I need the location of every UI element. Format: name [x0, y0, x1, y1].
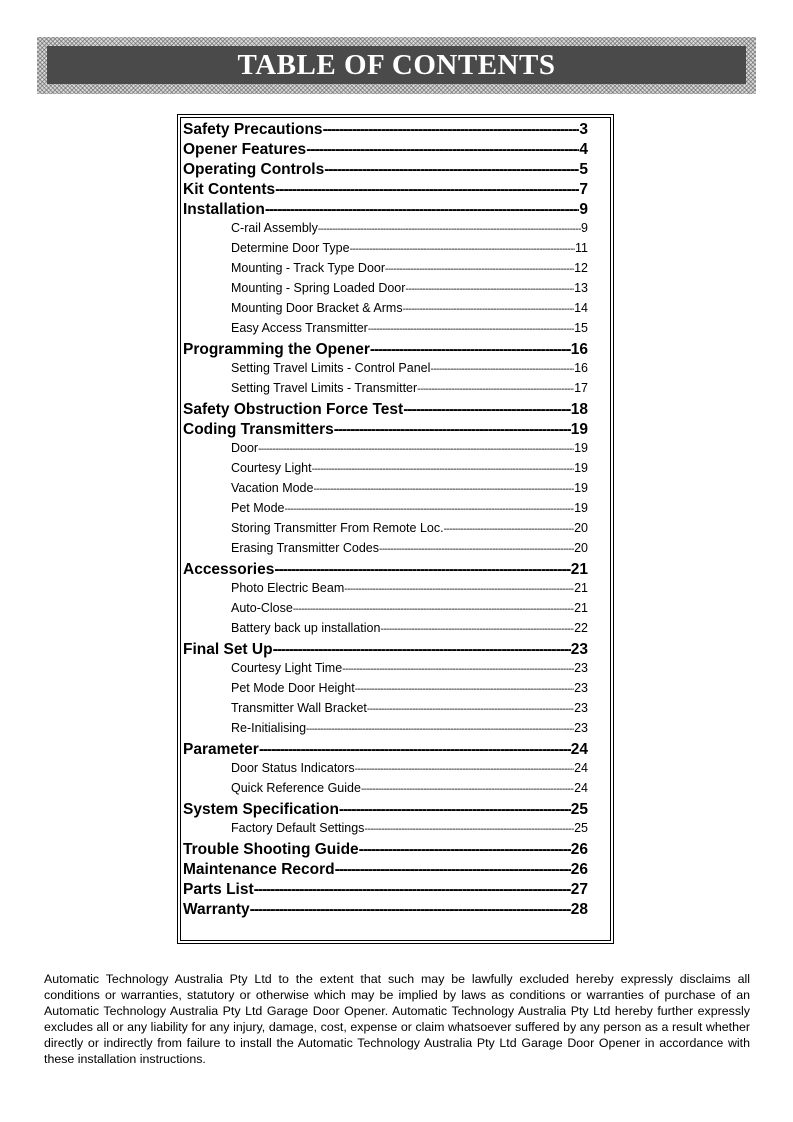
- toc-entry-title: Coding Transmitters: [183, 421, 334, 438]
- page-title: TABLE OF CONTENTS: [237, 48, 556, 81]
- toc-entry-title: Maintenance Record: [183, 861, 335, 878]
- toc-subsection-entry[interactable]: [183, 541, 588, 561]
- toc-entry-title: Mounting - Track Type Door: [231, 261, 386, 275]
- toc-entry-page-number: 23: [574, 661, 588, 675]
- toc-section-entry[interactable]: [183, 161, 588, 181]
- toc-entry-title: Safety Obstruction Force Test: [183, 401, 404, 418]
- toc-entry-title: Photo Electric Beam: [231, 581, 345, 595]
- toc-entry-title: Easy Access Transmitter: [231, 321, 368, 335]
- toc-leader-dashes: [259, 742, 571, 758]
- toc-entry-page-number: 20: [574, 541, 588, 555]
- toc-leader-dashes: [403, 402, 571, 418]
- toc-leader-dashes: [274, 562, 570, 578]
- toc-entry-page-number: 24: [570, 741, 588, 758]
- toc-entry-title: Re-Initialising: [231, 721, 307, 735]
- toc-entry-title: Pet Mode: [231, 501, 285, 515]
- toc-entry-page-number: 21: [574, 601, 588, 615]
- toc-entry-title: Safety Precautions: [183, 121, 323, 138]
- toc-entry-title: Storing Transmitter From Remote Loc.: [231, 521, 444, 535]
- toc-entry-page-number: 21: [570, 561, 588, 578]
- toc-entry-page-number: 11: [575, 241, 588, 255]
- toc-leader-dashes: [344, 585, 574, 595]
- toc-entry-title: Door Status Indicators: [231, 761, 355, 775]
- toc-leader-dashes: [318, 225, 581, 235]
- toc-entry-title: Mounting Door Bracket & Arms: [231, 301, 403, 315]
- toc-entry-title: Factory Default Settings: [231, 821, 365, 835]
- toc-leader-dashes: [254, 882, 571, 898]
- toc-entry-page-number: 23: [574, 721, 588, 735]
- toc-leader-dashes: [324, 162, 579, 178]
- toc-leader-dashes: [361, 785, 574, 795]
- toc-entry-page-number: 27: [570, 881, 588, 898]
- toc-section-entry[interactable]: [183, 121, 588, 141]
- toc-leader-dashes: [293, 605, 574, 615]
- toc-leader-dashes: [359, 842, 571, 858]
- toc-leader-dashes: [380, 625, 574, 635]
- toc-entry-page-number: 9: [581, 221, 588, 235]
- toc-subsection-entry[interactable]: [183, 661, 588, 681]
- toc-section-entry[interactable]: [183, 561, 588, 581]
- toc-section-entry[interactable]: [183, 421, 588, 441]
- toc-leader-dashes: [265, 202, 580, 218]
- toc-subsection-entry[interactable]: [183, 781, 588, 801]
- toc-leader-dashes: [444, 525, 575, 535]
- toc-entry-page-number: 19: [574, 501, 588, 515]
- toc-section-entry[interactable]: [183, 881, 588, 901]
- toc-leader-dashes: [273, 642, 571, 658]
- toc-entry-title: Opener Features: [183, 141, 307, 158]
- toc-entry-page-number: 22: [574, 621, 588, 635]
- toc-leader-dashes: [334, 422, 571, 438]
- table-of-contents-box: [177, 114, 614, 944]
- toc-leader-dashes: [355, 765, 574, 775]
- toc-leader-dashes: [405, 285, 574, 295]
- toc-subsection-entry[interactable]: [183, 581, 588, 601]
- toc-entry-title: Setting Travel Limits - Transmitter: [231, 381, 418, 395]
- toc-entry-page-number: 5: [579, 161, 588, 178]
- toc-leader-dashes: [403, 305, 574, 315]
- toc-subsection-entry[interactable]: [183, 721, 588, 741]
- toc-entry-title: Pet Mode Door Height: [231, 681, 355, 695]
- toc-subsection-entry[interactable]: [183, 381, 588, 401]
- toc-section-entry[interactable]: [183, 861, 588, 881]
- toc-entry-title: Erasing Transmitter Codes: [231, 541, 379, 555]
- toc-entry-title: Determine Door Type: [231, 241, 350, 255]
- toc-entry-title: C-rail Assembly: [231, 221, 318, 235]
- toc-subsection-entry[interactable]: [183, 221, 588, 241]
- toc-entry-page-number: 13: [574, 281, 588, 295]
- toc-entry-page-number: 17: [574, 381, 588, 395]
- toc-section-entry[interactable]: [183, 841, 588, 861]
- toc-entry-page-number: 16: [570, 341, 588, 358]
- toc-entry-page-number: 23: [574, 701, 588, 715]
- toc-leader-dashes: [385, 265, 574, 275]
- toc-leader-dashes: [339, 802, 571, 818]
- toc-leader-dashes: [250, 902, 571, 918]
- toc-subsection-entry[interactable]: [183, 301, 588, 321]
- toc-subsection-entry[interactable]: [183, 281, 588, 301]
- toc-subsection-entry[interactable]: [183, 321, 588, 341]
- toc-leader-dashes: [350, 245, 575, 255]
- toc-leader-dashes: [323, 122, 580, 138]
- toc-leader-dashes: [367, 705, 574, 715]
- toc-entry-title: Quick Reference Guide: [231, 781, 361, 795]
- toc-subsection-entry[interactable]: [183, 361, 588, 381]
- toc-leader-dashes: [285, 505, 575, 515]
- toc-subsection-entry[interactable]: [183, 761, 588, 781]
- toc-subsection-entry[interactable]: [183, 241, 588, 261]
- toc-leader-dashes: [430, 365, 574, 375]
- toc-entry-page-number: 16: [574, 361, 588, 375]
- toc-leader-dashes: [417, 385, 574, 395]
- toc-entry-page-number: 7: [579, 181, 588, 198]
- toc-entry-title: Parameter: [183, 741, 259, 758]
- toc-entry-page-number: 24: [574, 761, 588, 775]
- toc-entry-title: Accessories: [183, 561, 275, 578]
- toc-entry-title: Kit Contents: [183, 181, 276, 198]
- toc-leader-dashes: [368, 325, 574, 335]
- toc-entry-page-number: 19: [570, 421, 588, 438]
- title-banner: [37, 37, 756, 94]
- toc-leader-dashes: [355, 685, 574, 695]
- toc-entry-title: Warranty: [183, 901, 250, 918]
- disclaimer-text: Automatic Technology Australia Pty Ltd to the extent that such may be lawfully excluded hereby expressly disclaims all conditions or warranties, statutory or otherwise which may be implied by laws as conditions or warranties of purchase of an Automatic Technology Australia Pty Ltd Garage Door Opener. Automatic Technology Australia Pty Ltd hereby further expressly excludes all or any liability for any injury, damage, cost, expense or claim whatsoever suffered by any person as a result whether directly or indirectly from failure to install the Automatic Technology Australia Pty Ltd Garage Door Opener in accordance with these installation instructions.: [44, 972, 750, 1067]
- toc-entry-page-number: 3: [579, 121, 588, 138]
- toc-entry-title: Battery back up installation: [231, 621, 381, 635]
- toc-entry-title: Parts List: [183, 881, 254, 898]
- toc-section-entry[interactable]: [183, 141, 588, 161]
- toc-subsection-entry[interactable]: [183, 681, 588, 701]
- toc-entry-page-number: 28: [570, 901, 588, 918]
- toc-entry-page-number: 23: [574, 681, 588, 695]
- toc-leader-dashes: [335, 862, 571, 878]
- toc-leader-dashes: [306, 142, 579, 158]
- toc-leader-dashes: [379, 545, 574, 555]
- toc-section-entry[interactable]: [183, 641, 588, 661]
- toc-entry-title: Door: [231, 441, 259, 455]
- toc-leader-dashes: [306, 725, 574, 735]
- table-of-contents-list: [180, 117, 611, 941]
- toc-entry-page-number: 26: [570, 841, 588, 858]
- toc-entry-page-number: 26: [570, 861, 588, 878]
- toc-entry-page-number: 23: [570, 641, 588, 658]
- title-banner-inner: [47, 46, 746, 84]
- toc-section-entry[interactable]: [183, 181, 588, 201]
- toc-leader-dashes: [258, 445, 574, 455]
- toc-leader-dashes: [312, 465, 574, 475]
- toc-entry-page-number: 15: [574, 321, 588, 335]
- toc-entry-page-number: 20: [574, 521, 588, 535]
- toc-entry-title: Vacation Mode: [231, 481, 314, 495]
- toc-subsection-entry[interactable]: [183, 601, 588, 621]
- toc-subsection-entry[interactable]: [183, 261, 588, 281]
- toc-entry-page-number: 12: [574, 261, 588, 275]
- toc-section-entry[interactable]: [183, 741, 588, 761]
- toc-entry-title: Mounting - Spring Loaded Door: [231, 281, 406, 295]
- toc-subsection-entry[interactable]: [183, 621, 588, 641]
- toc-entry-title: Transmitter Wall Bracket: [231, 701, 367, 715]
- toc-leader-dashes: [313, 485, 574, 495]
- toc-entry-page-number: 25: [574, 821, 588, 835]
- toc-entry-page-number: 18: [570, 401, 588, 418]
- toc-entry-title: Installation: [183, 201, 265, 218]
- toc-entry-page-number: 9: [579, 201, 588, 218]
- toc-entry-page-number: 19: [574, 481, 588, 495]
- toc-leader-dashes: [275, 182, 579, 198]
- toc-entry-title: Final Set Up: [183, 641, 273, 658]
- toc-entry-title: Auto-Close: [231, 601, 293, 615]
- toc-subsection-entry[interactable]: [183, 481, 588, 501]
- toc-subsection-entry[interactable]: [183, 701, 588, 721]
- toc-entry-title: Programming the Opener: [183, 341, 370, 358]
- toc-entry-title: Setting Travel Limits - Control Panel: [231, 361, 431, 375]
- toc-entry-page-number: 24: [574, 781, 588, 795]
- toc-entry-page-number: 19: [574, 461, 588, 475]
- toc-leader-dashes: [364, 825, 574, 835]
- toc-entry-title: Operating Controls: [183, 161, 325, 178]
- toc-leader-dashes: [342, 665, 574, 675]
- toc-section-entry[interactable]: [183, 401, 588, 421]
- toc-entry-title: Courtesy Light Time: [231, 661, 343, 675]
- toc-subsection-entry[interactable]: [183, 501, 588, 521]
- toc-section-entry[interactable]: [183, 901, 588, 921]
- toc-entry-page-number: 25: [570, 801, 588, 818]
- toc-section-entry[interactable]: [183, 341, 588, 361]
- toc-leader-dashes: [370, 342, 571, 358]
- toc-entry-title: Trouble Shooting Guide: [183, 841, 359, 858]
- toc-entry-title: Courtesy Light: [231, 461, 312, 475]
- toc-subsection-entry[interactable]: [183, 441, 588, 461]
- toc-subsection-entry[interactable]: [183, 461, 588, 481]
- toc-entry-page-number: 14: [574, 301, 588, 315]
- toc-section-entry[interactable]: [183, 801, 588, 821]
- toc-entry-page-number: 4: [579, 141, 588, 158]
- toc-subsection-entry[interactable]: [183, 821, 588, 841]
- toc-entry-page-number: 21: [574, 581, 588, 595]
- toc-section-entry[interactable]: [183, 201, 588, 221]
- toc-entry-page-number: 19: [574, 441, 588, 455]
- toc-subsection-entry[interactable]: [183, 521, 588, 541]
- toc-entry-title: System Specification: [183, 801, 339, 818]
